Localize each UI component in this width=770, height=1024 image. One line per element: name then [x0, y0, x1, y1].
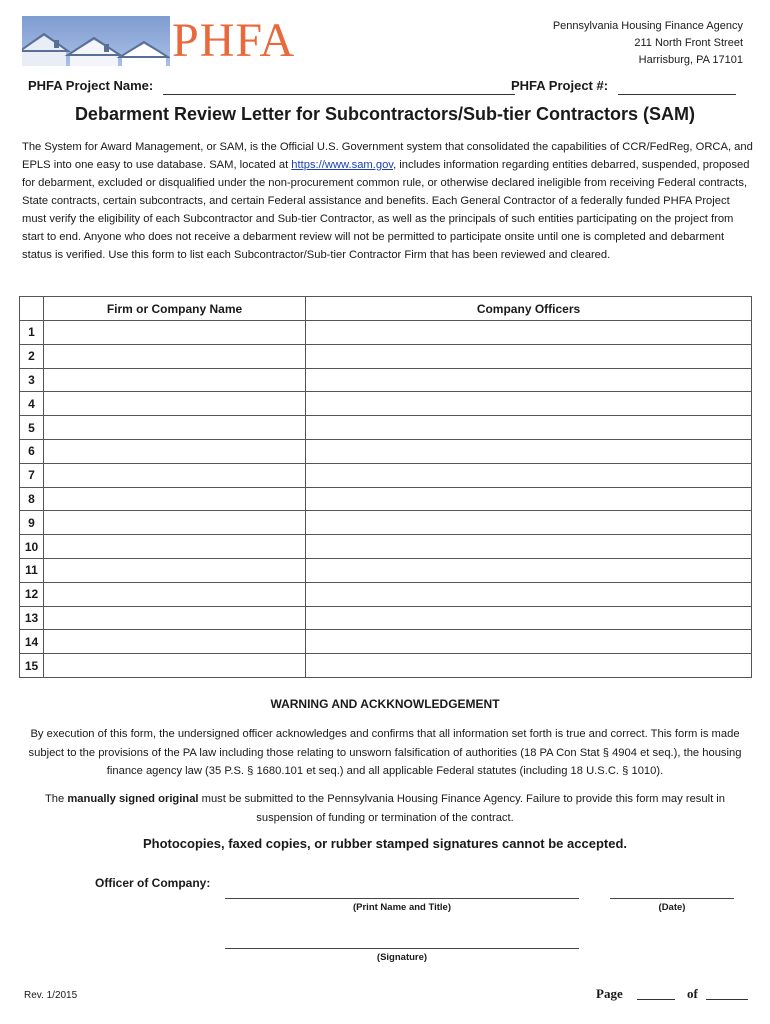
agency-city: Harrisburg, PA 17101: [638, 54, 743, 66]
phfa-logo: [22, 16, 334, 66]
company-officers-cell[interactable]: [306, 654, 752, 678]
table-row: [20, 392, 752, 416]
table-row: [20, 630, 752, 654]
row-number: 5: [20, 416, 44, 440]
revision-label: Rev. 1/2015: [24, 990, 78, 1001]
company-officers-cell[interactable]: [306, 416, 752, 440]
table-row: [20, 535, 752, 559]
manual-signature-notice: [20, 790, 750, 827]
firm-name-cell[interactable]: [44, 487, 306, 511]
firm-name-cell[interactable]: [44, 582, 306, 606]
intro-text-before: The System for Award Management, or SAM, is the Official U.S. Government system that consolidated the capabilities of CCR/FedReg, ORCA, and EPLS into one easy to use database. SAM, located at: [22, 141, 753, 171]
table-row: [20, 321, 752, 345]
intro-text-after: , includes information regarding entities debarred, suspended, proposed for debarment, excluded or disqualified under the non-procurement common rule, or otherwise declared ineligible from receiving Federal contracts, State contracts, certain subcontracts, and certain Federal assistance and benefits. Each General Contractor of a federally funded PHFA Project must verify the eligibility of each Subcontractor and Sub-tier Contractor, as well as the principals of such entities participating on the project from start to end. Anyone who does not receive a debarment review will not be permitted to participate onsite until one is completed and debarment status is verified. Use this form to list each Subcontractor/Sub-tier Contractor Firm that has been reviewed and cleared.: [22, 159, 750, 261]
firm-name-cell[interactable]: [44, 392, 306, 416]
company-officers-cell[interactable]: [306, 487, 752, 511]
company-officers-cell[interactable]: [306, 630, 752, 654]
houses-icon: [22, 16, 170, 66]
intro-paragraph: [22, 138, 757, 264]
row-number: 1: [20, 321, 44, 345]
manual-text-bold: manually signed original: [67, 793, 199, 805]
page-number-field[interactable]: [637, 999, 675, 1000]
row-number: 7: [20, 463, 44, 487]
firm-name-cell[interactable]: [44, 606, 306, 630]
table-row: [20, 582, 752, 606]
sam-link[interactable]: https://www.sam.gov: [291, 159, 394, 171]
firm-name-cell[interactable]: [44, 511, 306, 535]
company-officers-cell[interactable]: [306, 558, 752, 582]
row-number: 14: [20, 630, 44, 654]
company-officers-cell[interactable]: [306, 582, 752, 606]
row-number: 11: [20, 558, 44, 582]
warning-body: By execution of this form, the undersigned officer acknowledges and confirms that all information set forth is true and correct. This form is made subject to the provisions of the PA law including those relating to unsworn falsification of authorities (18 PA Con Stat § 4904 et seq.), the housing finance agency law (35 P.S. § 1680.101 et seq.) and all applicable Federal statutes (including 18 U.S.C. § 1010).: [28, 728, 742, 777]
logo-text: PHFA: [172, 16, 296, 66]
agency-street: 211 North Front Street: [634, 37, 743, 49]
firm-name-cell[interactable]: [44, 654, 306, 678]
table-row: [20, 344, 752, 368]
officer-label: Officer of Company:: [95, 876, 211, 890]
row-number: 15: [20, 654, 44, 678]
firm-name-cell[interactable]: [44, 439, 306, 463]
agency-address: [553, 18, 743, 69]
firm-name-cell[interactable]: [44, 558, 306, 582]
project-name-field[interactable]: [163, 94, 515, 95]
firm-name-cell[interactable]: [44, 368, 306, 392]
table-row: [20, 487, 752, 511]
firm-name-cell[interactable]: [44, 630, 306, 654]
company-officers-cell[interactable]: [306, 439, 752, 463]
table-row: [20, 558, 752, 582]
header-firm-name: Firm or Company Name: [44, 297, 306, 321]
page-total-field[interactable]: [706, 999, 748, 1000]
row-number: 8: [20, 487, 44, 511]
manual-text-after: must be submitted to the Pennsylvania Housing Finance Agency. Failure to provide this form may result in suspension of funding or termination of the contract.: [198, 793, 726, 824]
signature-caption: (Signature): [376, 952, 428, 963]
company-officers-cell[interactable]: [306, 511, 752, 535]
page-title: Debarment Review Letter for Subcontractors/Sub-tier Contractors (SAM): [74, 104, 696, 124]
agency-name: Pennsylvania Housing Finance Agency: [552, 20, 743, 32]
signature-field[interactable]: [225, 948, 579, 949]
row-number: 9: [20, 511, 44, 535]
company-officers-cell[interactable]: [306, 392, 752, 416]
firm-name-cell[interactable]: [44, 321, 306, 345]
company-officers-cell[interactable]: [306, 463, 752, 487]
of-label: of: [687, 986, 698, 1001]
table-row: [20, 416, 752, 440]
project-number-label: PHFA Project #:: [511, 78, 609, 93]
table-row: [20, 463, 752, 487]
warning-title: WARNING AND ACKKNOWLEDGEMENT: [270, 697, 500, 711]
firm-name-cell[interactable]: [44, 416, 306, 440]
table-row: [20, 439, 752, 463]
manual-text-before: The: [44, 793, 68, 805]
date-field[interactable]: [610, 898, 734, 899]
print-name-caption: (Print Name and Title): [352, 902, 451, 913]
company-officers-cell[interactable]: [306, 321, 752, 345]
header-company-officers: Company Officers: [306, 297, 752, 321]
header-number: [20, 297, 44, 321]
company-officers-cell[interactable]: [306, 535, 752, 559]
row-number: 3: [20, 368, 44, 392]
row-number: 12: [20, 582, 44, 606]
table-row: [20, 368, 752, 392]
print-name-title-field[interactable]: [225, 898, 579, 899]
photocopies-notice: Photocopies, faxed copies, or rubber stamped signatures cannot be accepted.: [142, 836, 627, 851]
table-row: [20, 606, 752, 630]
table-header-row: [20, 297, 752, 321]
row-number: 6: [20, 439, 44, 463]
page-label: Page: [596, 986, 623, 1001]
subcontractor-table: [19, 296, 752, 678]
project-row: [28, 78, 743, 98]
row-number: 4: [20, 392, 44, 416]
project-name-label: PHFA Project Name:: [28, 78, 154, 93]
row-number: 13: [20, 606, 44, 630]
firm-name-cell[interactable]: [44, 344, 306, 368]
row-number: 2: [20, 344, 44, 368]
company-officers-cell[interactable]: [306, 344, 752, 368]
firm-name-cell[interactable]: [44, 463, 306, 487]
date-caption: (Date): [658, 902, 686, 913]
table-row: [20, 654, 752, 678]
project-number-field[interactable]: [618, 94, 736, 95]
firm-name-cell[interactable]: [44, 535, 306, 559]
company-officers-cell[interactable]: [306, 606, 752, 630]
company-officers-cell[interactable]: [306, 368, 752, 392]
table-row: [20, 511, 752, 535]
row-number: 10: [20, 535, 44, 559]
